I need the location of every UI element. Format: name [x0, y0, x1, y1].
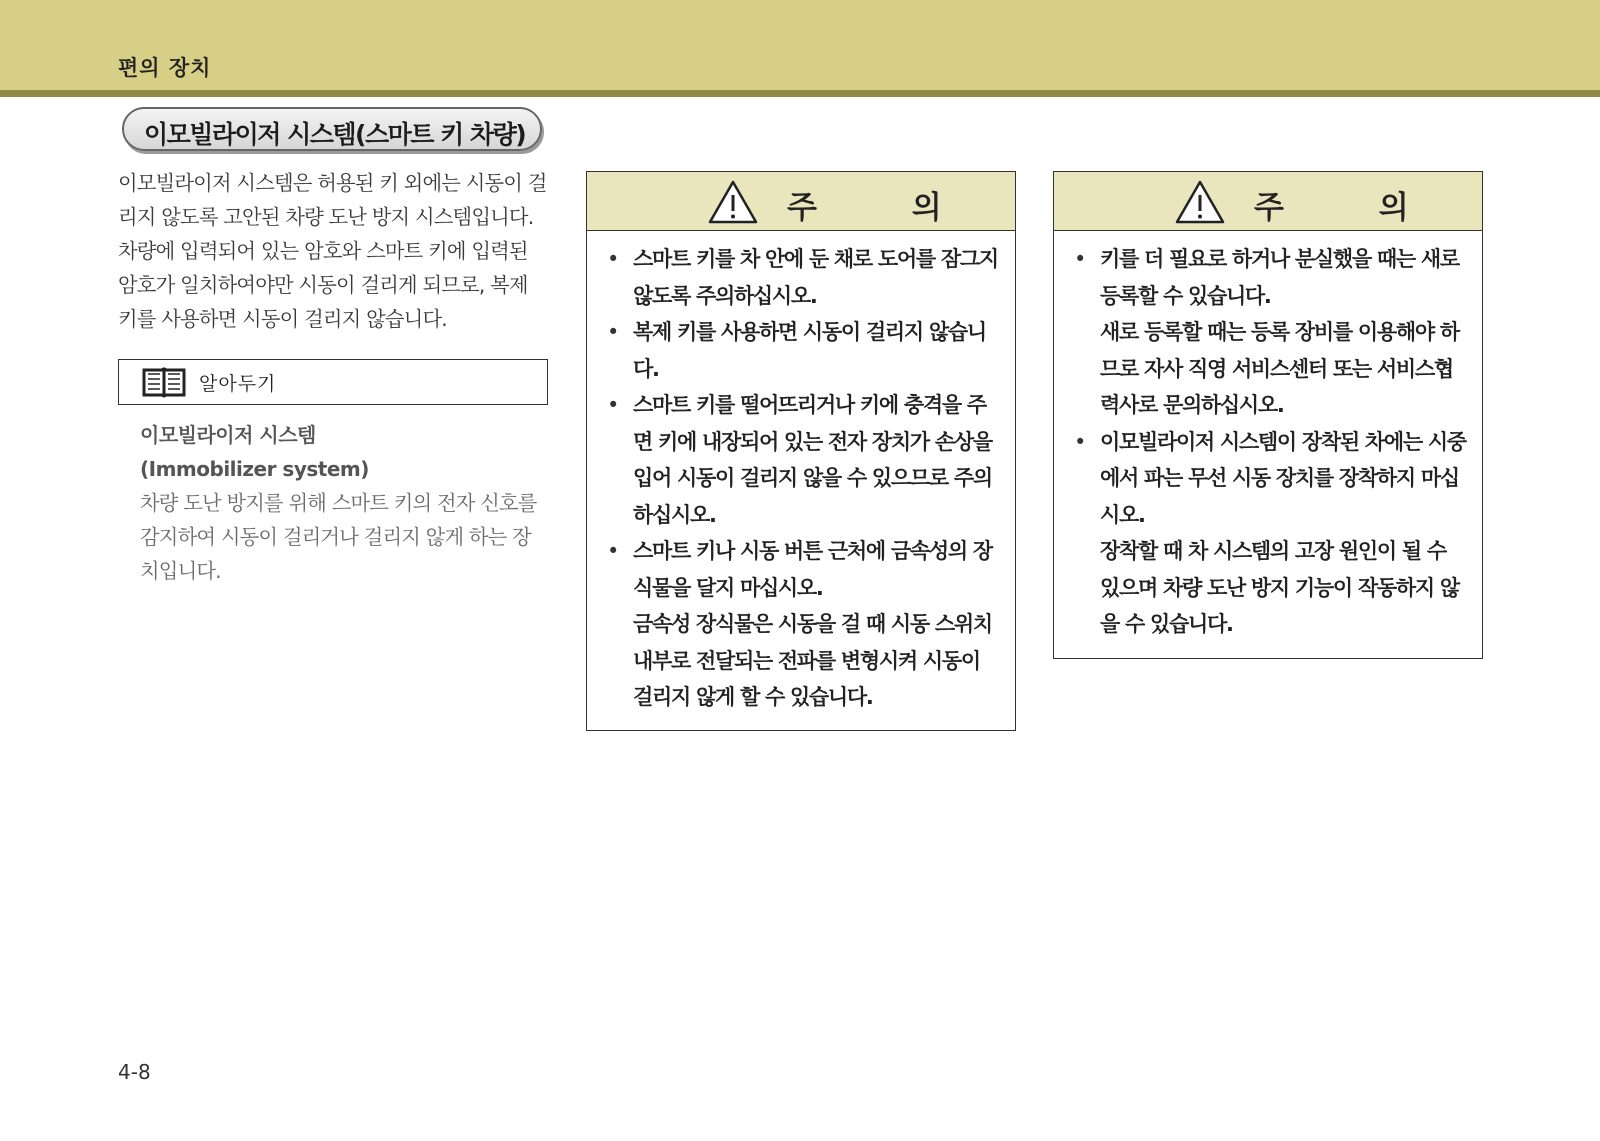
caution-item	[605, 387, 1001, 533]
note-label: 알아두기	[199, 373, 277, 395]
caution-box-left	[586, 171, 1016, 731]
header-band	[0, 0, 1600, 90]
caution-box-right	[1053, 171, 1483, 659]
caution-item	[605, 314, 1001, 387]
caution-item-extra: 금속성 장식물은 시동을 걸 때 시동 스위치 내부로 전달되는 전파를 변형시켜 시동이 걸리지 않게 할 수 있습니다.	[633, 612, 992, 709]
header-divider	[0, 90, 1600, 97]
note-term-english: (Immobilizer system)	[140, 457, 369, 481]
caution-item-extra: 장착할 때 차 시스템의 고장 원인이 될 수 있으며 차량 도난 방지 기능이 작동하지 않을 수 있습니다.	[1100, 539, 1459, 636]
note-body	[140, 418, 540, 588]
caution-item	[1072, 241, 1468, 424]
section-title: 이모빌라이저 시스템(스마트 키 차량)	[144, 120, 526, 149]
section-title-pill	[122, 107, 542, 151]
note-term: 이모빌라이저 시스템	[140, 423, 316, 447]
caution-title: 주 의	[787, 190, 984, 226]
caution-item-text: • 이모빌라이저 시스템이 장착된 차에는 시중에서 파는 무선 시동 장치를 장착하지 마십시오.	[1100, 429, 1466, 527]
note-description: 차량 도난 방지를 위해 스마트 키의 전자 신호를 감지하여 시동이 걸리거나 걸리지 않게 하는 장치입니다.	[140, 491, 537, 583]
note-header-box	[118, 359, 548, 405]
caution-item-text: • 키를 더 필요로 하거나 분실했을 때는 새로 등록할 수 있습니다.	[1100, 247, 1459, 308]
caution-item	[1072, 424, 1468, 643]
caution-item-text: • 스마트 키를 떨어뜨리거나 키에 충격을 주면 키에 내장되어 있는 전자 장치가 손상을 입어 시동이 걸리지 않을 수 있으므로 주의하십시오.	[633, 393, 992, 527]
caution-item-text: • 복제 키를 사용하면 시동이 걸리지 않습니다.	[633, 320, 986, 381]
page-number: 4-8	[118, 1060, 151, 1084]
warning-triangle-icon	[1174, 179, 1226, 229]
chapter-title: 편의 장치	[118, 56, 212, 80]
caution-list	[1054, 231, 1482, 643]
caution-header	[587, 172, 1015, 231]
intro-paragraph: 이모빌라이저 시스템은 허용된 키 외에는 시동이 걸리지 않도록 고안된 차량 도난 방지 시스템입니다. 차량에 입력되어 있는 암호와 스마트 키에 입력된 암호가 일치하여야만 시동이 걸리게 되므로, 복제 키를 사용하면 시동이 걸리지 않습니다.	[118, 171, 547, 331]
book-icon	[141, 366, 187, 404]
caution-item	[605, 533, 1001, 716]
caution-item-extra: 새로 등록할 때는 등록 장비를 이용해야 하므로 자사 직영 서비스센터 또는 서비스협력사로 문의하십시오.	[1100, 320, 1459, 417]
warning-triangle-icon	[707, 179, 759, 229]
caution-item	[605, 241, 1001, 314]
caution-list	[587, 231, 1015, 716]
caution-title: 주 의	[1254, 190, 1451, 226]
caution-header	[1054, 172, 1482, 231]
caution-item-text: • 스마트 키나 시동 버튼 근처에 금속성의 장식물을 달지 마십시오.	[633, 539, 992, 600]
caution-item-text: • 스마트 키를 차 안에 둔 채로 도어를 잠그지 않도록 주의하십시오.	[633, 247, 998, 308]
